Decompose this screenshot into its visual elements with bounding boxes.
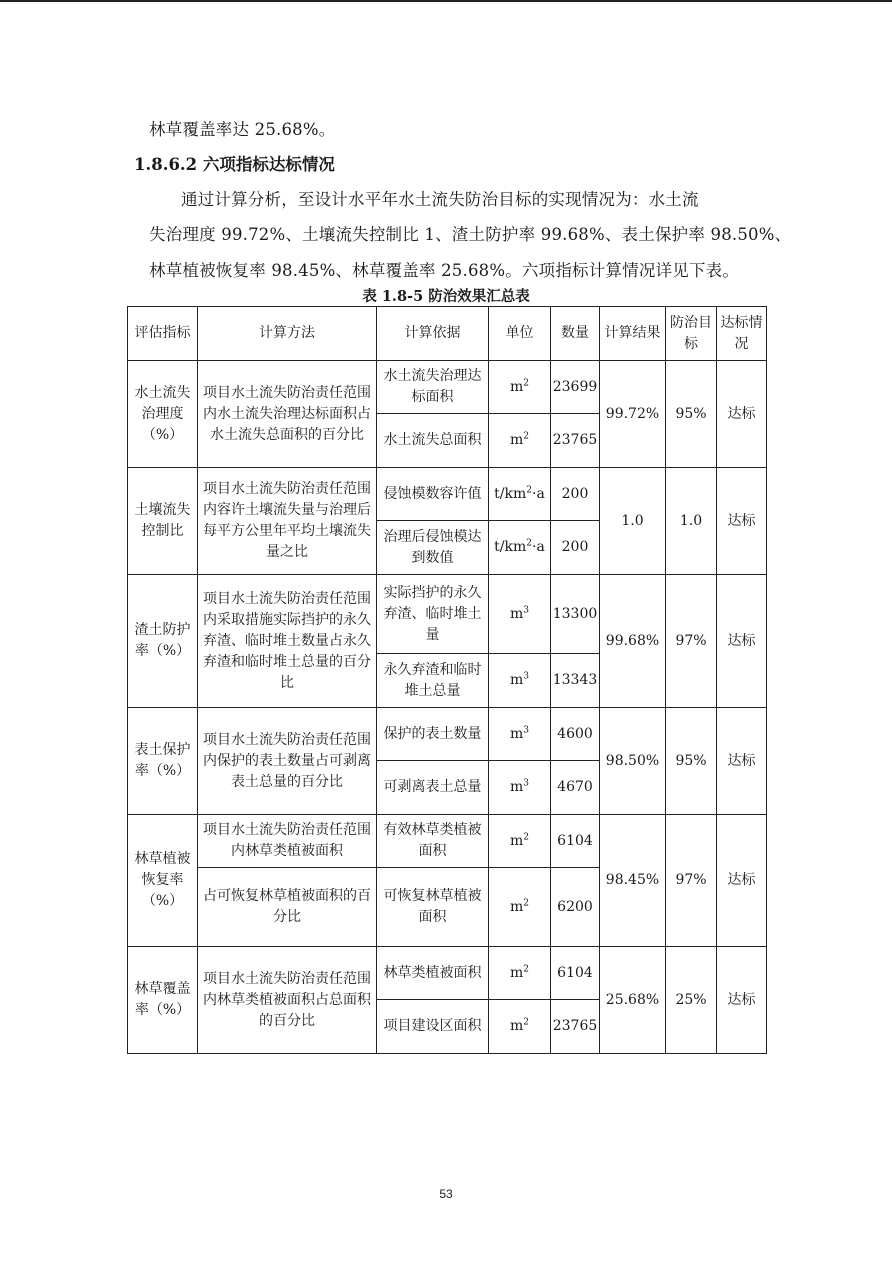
quantity-cell: 200 xyxy=(551,521,600,575)
quantity-cell: 4600 xyxy=(551,708,600,761)
target-cell: 97% xyxy=(666,575,717,708)
unit-cell: $m^2$ xyxy=(489,815,551,868)
status-cell: 达标 xyxy=(717,361,767,468)
quantity-cell: 23699 xyxy=(551,361,600,414)
quantity-cell: 6104 xyxy=(551,815,600,868)
method-cell: 项目水土流失防治责任范围内保护的表土数量占可剥离表土总量的百分比 xyxy=(198,708,377,815)
basis-cell: 可恢复林草植被面积 xyxy=(377,868,489,947)
unit-cell: $t/km^2\cdot a$ xyxy=(489,468,551,521)
page-number: 53 xyxy=(439,1187,453,1201)
basis-cell: 可剥离表土总量 xyxy=(377,761,489,815)
table-row xyxy=(128,708,767,761)
header-status: 达标情况 xyxy=(717,307,767,361)
header-method: 计算方法 xyxy=(198,307,377,361)
target-cell: 25% xyxy=(666,947,717,1054)
unit-cell: $m^3$ xyxy=(489,654,551,708)
unit-cell: $m^3$ xyxy=(489,575,551,654)
paragraph-line-1: 通过计算分析，至设计水平年水土流失防治目标的实现情况为：水土流 xyxy=(181,190,699,209)
indicator-cell: 林草植被恢复率（%） xyxy=(128,815,198,947)
method-cell: 项目水土流失防治责任范围内林草类植被面积 xyxy=(198,815,377,868)
basis-cell: 侵蚀模数容许值 xyxy=(377,468,489,521)
quantity-cell: 13343 xyxy=(551,654,600,708)
page-top-border xyxy=(0,0,892,2)
basis-cell: 有效林草类植被面积 xyxy=(377,815,489,868)
indicator-cell: 林草覆盖率（%） xyxy=(128,947,198,1054)
unit-cell: $m^2$ xyxy=(489,1000,551,1054)
status-cell: 达标 xyxy=(717,575,767,708)
unit-cell: $t/km^2\cdot a$ xyxy=(489,521,551,575)
table-row xyxy=(128,815,767,868)
paragraph-line-0: 林草覆盖率达 25.68%。 xyxy=(149,120,336,139)
paragraph-line-2: 失治理度 99.72%、土壤流失控制比 1、渣土防护率 99.68%、表土保护率 98.50%、 xyxy=(149,225,792,244)
unit-cell: $m^3$ xyxy=(489,708,551,761)
paragraph-line-3: 林草植被恢复率 98.45%、林草覆盖率 25.68%。六项指标计算情况详见下表。 xyxy=(149,261,740,280)
method-cell: 项目水土流失防治责任范围内水土流失治理达标面积占水土流失总面积的百分比 xyxy=(198,361,377,468)
basis-cell: 林草类植被面积 xyxy=(377,947,489,1000)
header-indicator: 评估指标 xyxy=(128,307,198,361)
header-unit: 单位 xyxy=(489,307,551,361)
quantity-cell: 6104 xyxy=(551,947,600,1000)
table-row xyxy=(128,947,767,1000)
method-cell: 项目水土流失防治责任范围内容许土壤流失量与治理后每平方公里年平均土壤流失量之比 xyxy=(198,468,377,575)
result-cell: 99.72% xyxy=(600,361,666,468)
method-cell: 项目水土流失防治责任范围内采取措施实际挡护的永久弃渣、临时堆土数量占永久弃渣和临时堆土总量的百分比 xyxy=(198,575,377,708)
unit-cell: $m^3$ xyxy=(489,761,551,815)
quantity-cell: 13300 xyxy=(551,575,600,654)
basis-cell: 水土流失总面积 xyxy=(377,414,489,468)
status-cell: 达标 xyxy=(717,468,767,575)
indicator-cell: 土壤流失控制比 xyxy=(128,468,198,575)
header-result: 计算结果 xyxy=(600,307,666,361)
basis-cell: 保护的表土数量 xyxy=(377,708,489,761)
result-cell: 1.0 xyxy=(600,468,666,575)
target-cell: 95% xyxy=(666,708,717,815)
target-cell: 95% xyxy=(666,361,717,468)
basis-cell: 水土流失治理达标面积 xyxy=(377,361,489,414)
result-cell: 98.45% xyxy=(600,815,666,947)
section-heading: 1.8.6.2 六项指标达标情况 xyxy=(134,155,335,174)
unit-cell: $m^2$ xyxy=(489,414,551,468)
quantity-cell: 23765 xyxy=(551,414,600,468)
table-caption: 表 1.8-5 防治效果汇总表 xyxy=(362,288,530,305)
method-cell: 项目水土流失防治责任范围内林草类植被面积占总面积的百分比 xyxy=(198,947,377,1054)
target-cell: 97% xyxy=(666,815,717,947)
status-cell: 达标 xyxy=(717,815,767,947)
basis-cell: 治理后侵蚀模达到数值 xyxy=(377,521,489,575)
unit-cell: $m^2$ xyxy=(489,947,551,1000)
summary-table xyxy=(127,306,767,1054)
quantity-cell: 6200 xyxy=(551,868,600,947)
indicator-cell: 表土保护率（%） xyxy=(128,708,198,815)
result-cell: 98.50% xyxy=(600,708,666,815)
quantity-cell: 4670 xyxy=(551,761,600,815)
indicator-cell: 水土流失治理度（%） xyxy=(128,361,198,468)
quantity-cell: 200 xyxy=(551,468,600,521)
indicator-cell: 渣土防护率（%） xyxy=(128,575,198,708)
result-cell: 99.68% xyxy=(600,575,666,708)
target-cell: 1.0 xyxy=(666,468,717,575)
header-basis: 计算依据 xyxy=(377,307,489,361)
basis-cell: 实际挡护的永久弃渣、临时堆土量 xyxy=(377,575,489,654)
result-cell: 25.68% xyxy=(600,947,666,1054)
basis-cell: 项目建设区面积 xyxy=(377,1000,489,1054)
table-row xyxy=(128,361,767,414)
status-cell: 达标 xyxy=(717,947,767,1054)
status-cell: 达标 xyxy=(717,708,767,815)
header-quantity: 数量 xyxy=(551,307,600,361)
header-target: 防治目标 xyxy=(666,307,717,361)
unit-cell: $m^2$ xyxy=(489,868,551,947)
quantity-cell: 23765 xyxy=(551,1000,600,1054)
table-row xyxy=(128,468,767,521)
table-header-row xyxy=(128,307,767,361)
basis-cell: 永久弃渣和临时堆土总量 xyxy=(377,654,489,708)
unit-cell: $m^2$ xyxy=(489,361,551,414)
method-cell: 占可恢复林草植被面积的百分比 xyxy=(198,868,377,947)
table-row xyxy=(128,575,767,654)
